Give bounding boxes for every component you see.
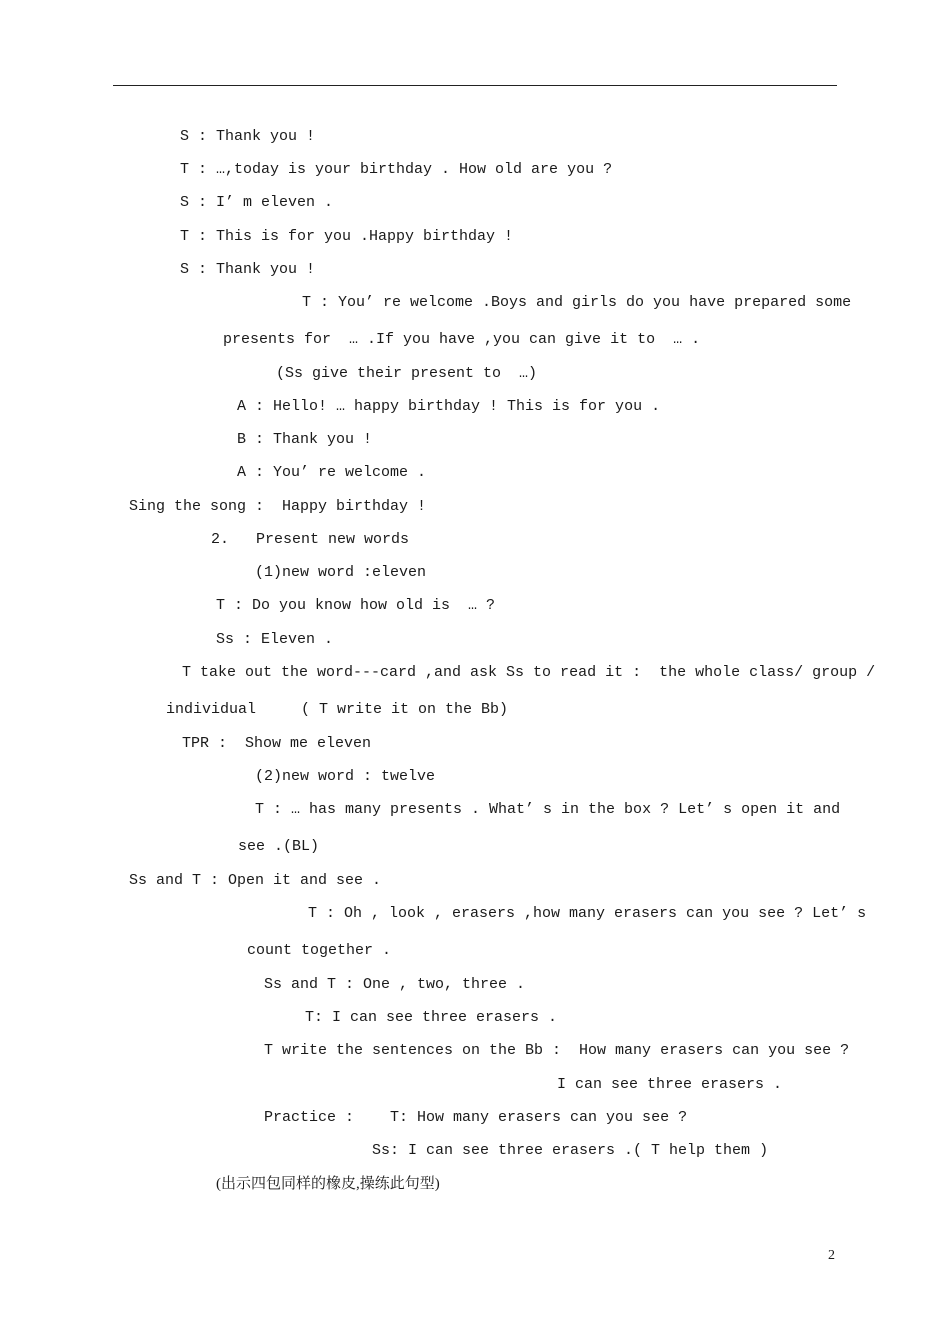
dialogue-line: T : This is for you .Happy birthday !	[180, 228, 514, 245]
dialogue-line: A : You’ re welcome .	[237, 464, 427, 481]
instruction-line: individual ( T write it on the Bb)	[166, 701, 509, 718]
instruction-line: T write the sentences on the Bb : How many erasers can you see ?	[264, 1042, 850, 1059]
dialogue-line: presents for … .If you have ,you can give it to … .	[223, 331, 701, 348]
dialogue-line: B : Thank you !	[237, 431, 373, 448]
dialogue-line: count together .	[247, 942, 392, 959]
instruction-line: TPR : Show me eleven	[182, 735, 372, 752]
dialogue-line: S : I’ m eleven .	[180, 194, 334, 211]
dialogue-line: T : … has many presents . What’ s in the box ? Let’ s open it and	[255, 801, 841, 818]
practice-line: Practice : T: How many erasers can you see ?	[264, 1109, 688, 1126]
dialogue-line: Ss and T : Open it and see .	[129, 872, 382, 889]
header-rule	[113, 85, 837, 86]
dialogue-line: Ss : Eleven .	[216, 631, 334, 648]
dialogue-line: T : …,today is your birthday . How old are you ?	[180, 161, 613, 178]
instruction-line: T take out the word---card ,and ask Ss to read it : the whole class/ group /	[182, 664, 876, 681]
dialogue-line: see .(BL)	[238, 838, 320, 855]
chinese-note: (出示四包同样的橡皮,操练此句型)	[216, 1176, 440, 1192]
dialogue-line: S : Thank you !	[180, 261, 316, 278]
dialogue-line: Ss and T : One , two, three .	[264, 976, 526, 993]
dialogue-line: T: I can see three erasers .	[305, 1009, 558, 1026]
dialogue-line: T : You’ re welcome .Boys and girls do you have prepared some	[302, 294, 852, 311]
dialogue-line: T : Do you know how old is … ?	[216, 597, 496, 614]
dialogue-line: S : Thank you !	[180, 128, 316, 145]
dialogue-line: T : Oh , look , erasers ,how many erasers can you see ? Let’ s	[308, 905, 867, 922]
section-heading: 2. Present new words	[211, 531, 410, 548]
page-number: 2	[828, 1248, 835, 1263]
practice-line: Ss: I can see three erasers .( T help them )	[372, 1142, 769, 1159]
song-line: Sing the song : Happy birthday !	[129, 498, 427, 515]
dialogue-line: A : Hello! … happy birthday ! This is for you .	[237, 398, 661, 415]
board-sentence: I can see three erasers .	[557, 1076, 783, 1093]
subsection-heading: (2)new word : twelve	[255, 768, 436, 785]
stage-direction: (Ss give their present to …)	[276, 365, 538, 382]
subsection-heading: (1)new word :eleven	[255, 564, 427, 581]
